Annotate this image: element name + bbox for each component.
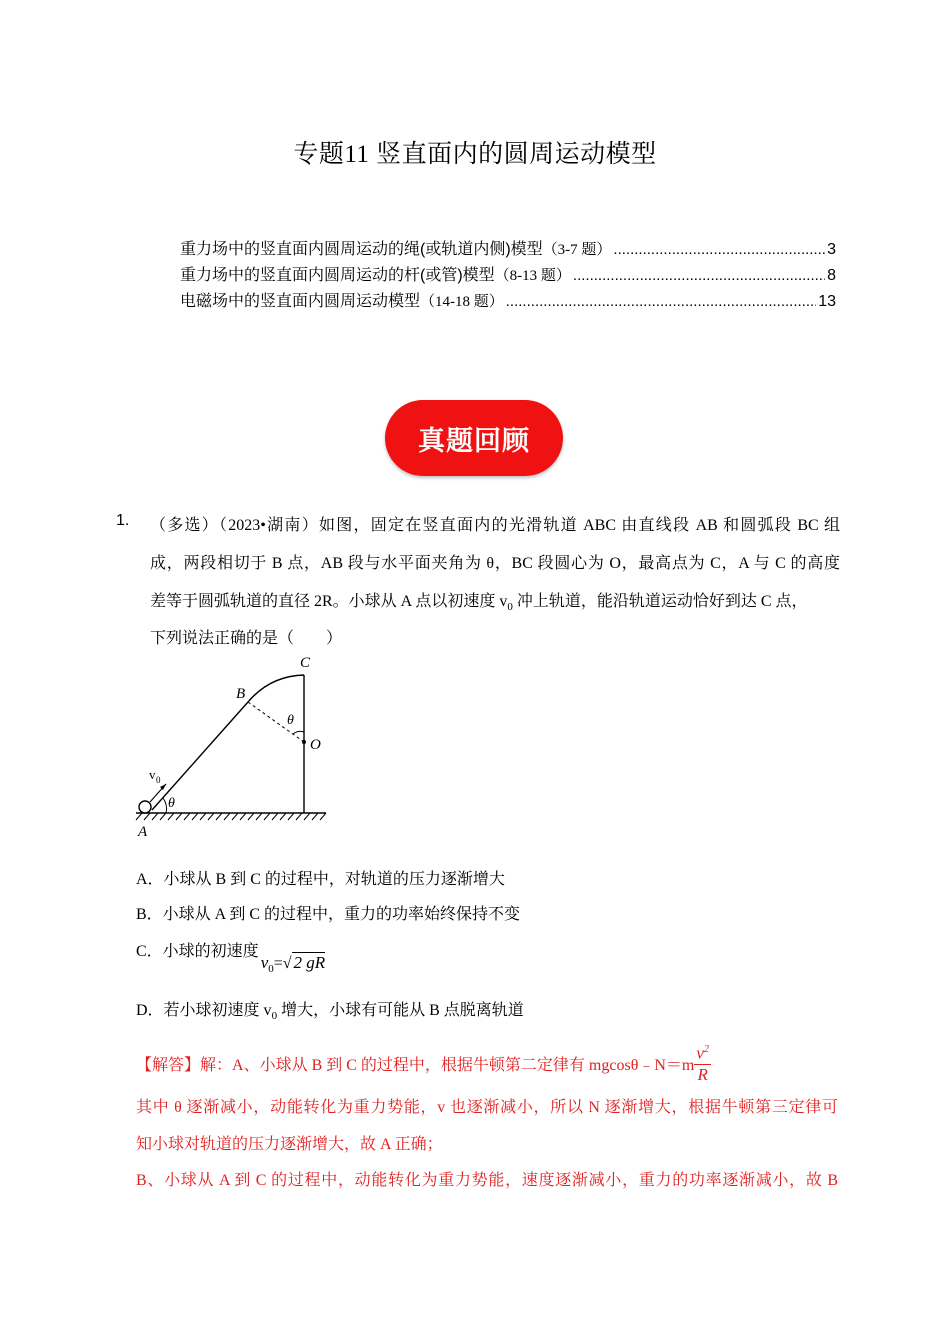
label-a: A <box>138 824 148 840</box>
radius-bo <box>248 702 304 742</box>
label-v0-sub: 0 <box>156 775 161 785</box>
ball <box>139 801 151 813</box>
question-line: 成，两段相切于 B 点，AB 段与水平面夹角为 θ，BC 段圆心为 O，最高点为 C，A 与 C 的高度 <box>150 555 840 572</box>
center-dot <box>302 740 306 744</box>
toc-entry-range: （14-18 题） <box>420 294 504 310</box>
label-b: B <box>236 686 246 702</box>
answer-line: 【解答】解：A、小球从 B 到 C 的过程中，根据牛顿第二定律有 mgcosθ﹣N＝m $\frac{v^2}{R}$ <box>136 1044 838 1089</box>
option-a[interactable]: A．小球从 B 到 C 的过程中，对轨道的压力逐渐增大 <box>136 871 505 888</box>
toc-entry[interactable] <box>180 236 836 262</box>
track-arc-bc <box>248 675 304 702</box>
toc-entry-text: 重力场中的竖直面内圆周运动的绳(或轨道内侧)模型 <box>180 241 543 258</box>
ground-hatch <box>136 813 326 820</box>
label-theta-a: θ <box>168 796 175 811</box>
answer-line: 其中 θ 逐渐减小，动能转化为重力势能，v 也逐渐减小，所以 N 逐渐增大，根据牛顿第三定律可 <box>136 1099 838 1116</box>
question-line: 下列说法正确的是（ ） <box>150 630 343 647</box>
toc-leader <box>613 241 825 258</box>
toc-entry-page: 8 <box>827 267 836 284</box>
answer-line: 知小球对轨道的压力逐渐增大，故 A 正确； <box>136 1136 443 1153</box>
label-theta-o: θ <box>287 713 294 728</box>
label-v0: v <box>149 767 156 782</box>
table-of-contents <box>180 236 836 314</box>
answer-tag: 【解答】 <box>136 1057 201 1074</box>
fraction: $\frac{v^2}{R}$ <box>694 1040 711 1085</box>
track-figure <box>130 650 340 845</box>
page-title: 专题11 竖直面内的圆周运动模型 <box>293 141 657 168</box>
toc-leader <box>506 293 816 310</box>
toc-entry[interactable] <box>180 262 836 288</box>
section-badge: 真题回顾 <box>385 400 563 476</box>
question-line: 差等于圆弧轨道的直径 2R。小球从 A 点以初速度 $v_0$ 冲上轨道，能沿轨道运动恰好到达 C 点， <box>150 593 808 614</box>
toc-entry[interactable] <box>180 288 836 314</box>
answer-line: B、小球从 A 到 C 的过程中，动能转化为重力势能，速度逐渐减小，重力的功率逐渐减小，故 B <box>136 1172 838 1189</box>
angle-arc-o <box>293 731 304 734</box>
option-d[interactable]: D．若小球初速度 $v_0$ 增大，小球有可能从 B 点脱离轨道 <box>136 1002 524 1023</box>
label-c: C <box>300 655 311 671</box>
option-b[interactable]: B．小球从 A 到 C 的过程中，重力的功率始终保持不变 <box>136 906 521 923</box>
angle-arc-a <box>163 798 167 813</box>
toc-entry-page: 3 <box>827 241 836 258</box>
toc-entry-text: 电磁场中的竖直面内圆周运动模型 <box>180 293 421 310</box>
toc-entry-page: 13 <box>818 293 836 310</box>
toc-entry-range: （3-7 题） <box>542 242 612 258</box>
toc-entry-text: 重力场中的竖直面内圆周运动的杆(或管)模型 <box>180 267 495 284</box>
toc-leader <box>573 267 825 284</box>
toc-entry-range: （8-13 题） <box>494 268 571 284</box>
track-ab <box>152 702 248 810</box>
question-line: （多选）（2023•湖南）如图，固定在竖直面内的光滑轨道 ABC 由直线段 AB 和圆弧段 BC 组 <box>150 517 840 534</box>
option-c[interactable]: C．小球的初速度$v_0=√$ 2 gR <box>136 943 326 976</box>
question-number: 1. <box>116 512 130 529</box>
label-o: O <box>310 737 321 753</box>
